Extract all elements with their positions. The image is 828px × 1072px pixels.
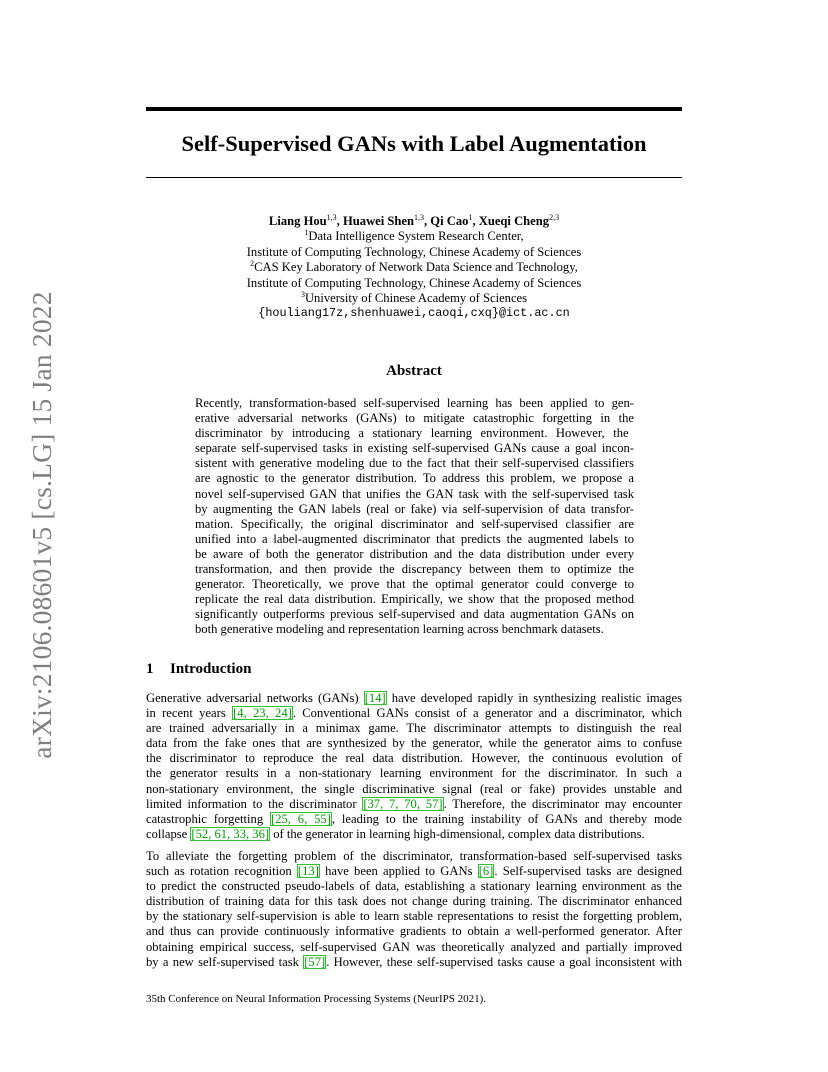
- citation-link[interactable]: [13]: [297, 864, 319, 879]
- affiliation-3: $^3$University of Chinese Academy of Sciences: [300, 289, 528, 306]
- citation-link[interactable]: [4, 23, 24]: [233, 706, 292, 721]
- introduction-paragraph-2: [146, 849, 682, 970]
- paragraph-text: non-stationary environment, the single discriminative signal (real or fake) provides unstable and: [146, 781, 682, 796]
- paragraph-line: [146, 751, 682, 766]
- paragraph-text: . Conventional GANs consist of a generator and a discriminator, which: [292, 706, 682, 721]
- abstract-line: mation. Specifically, the original discriminator and self-supervised classifier are: [195, 516, 634, 531]
- section-number: 1: [146, 661, 154, 677]
- abstract-line: separate self-supervised tasks in existing self-supervised GANs cause a goal incon-: [195, 441, 634, 456]
- arxiv-identifier-stamp: arXiv:2106.08601v5 [cs.LG] 15 Jan 2022: [26, 291, 57, 759]
- paragraph-text: . Therefore, the discriminator may encounter: [443, 796, 682, 811]
- paragraph-text: the discriminator to reproduce the real data distribution. However, the continuous evolution of: [146, 751, 682, 766]
- abstract-line: erative adversarial networks (GANs) to mitigate catastrophic forgetting in the: [195, 411, 634, 426]
- paragraph-line: [146, 812, 682, 827]
- paragraph-line: [146, 909, 682, 924]
- paragraph-text: distribution of training data for this task does not change during training. The discriminator enhanced: [146, 894, 682, 909]
- paragraph-line: [146, 827, 682, 842]
- citation-link[interactable]: [6]: [478, 864, 494, 879]
- affiliation-1: $^1$Data Intelligence System Research Center,: [304, 228, 524, 244]
- paragraph-line: [146, 894, 682, 909]
- abstract-line: both generative modeling and representation learning across benchmark datasets.: [195, 622, 604, 637]
- abstract-line: generator. Theoretically, we prove that the optimal generator could converge to: [195, 577, 634, 592]
- paragraph-text: limited information to the discriminator: [146, 796, 363, 811]
- author-block: [146, 214, 682, 322]
- paragraph-line: [146, 940, 682, 955]
- paragraph-line: [146, 721, 682, 736]
- abstract-line: replicate the real data distribution. Empirically, we show that the proposed method: [195, 592, 634, 607]
- author-name: Xueqi Cheng: [478, 214, 550, 228]
- affiliation-2-institute: Institute of Computing Technology, Chinese Academy of Sciences: [246, 275, 582, 290]
- paragraph-line: [146, 879, 682, 894]
- paragraph-line: [146, 691, 682, 706]
- paragraph-text: of the generator in learning high-dimensional, complex data distributions.: [270, 826, 645, 841]
- title-top-rule: [146, 107, 682, 111]
- paragraph-text: catastrophic forgetting: [146, 811, 270, 826]
- abstract-line: unified into a label-augmented discriminator that predicts the augmented labels to: [195, 531, 634, 546]
- affiliation-1-institute: Institute of Computing Technology, Chinese Academy of Sciences: [246, 244, 582, 259]
- affiliation-2: $^2$CAS Key Laboratory of Network Data Science and Technology,: [250, 259, 578, 275]
- paragraph-text: , leading to the training instability of GANs and thereby mode: [331, 811, 683, 826]
- abstract-line: by augmenting the GAN labels (real or fake) via self-supervision of data transfor-: [195, 501, 634, 516]
- paragraph-line: [146, 864, 682, 879]
- paragraph-text: to predict the constructed pseudo-labels of data, establishing a stationary learning environment as the: [146, 879, 682, 894]
- author-emails: {houliang17z,shenhuawei,caoqi,cxq}@ict.ac.cn: [258, 306, 570, 321]
- paragraph-text: such as rotation recognition: [146, 864, 297, 879]
- paragraph-text: obtaining empirical success, self-supervised GAN was theoretically analyzed and partially improved: [146, 939, 682, 954]
- paragraph-line: [146, 955, 682, 970]
- paragraph-text: have been applied to GANs: [319, 864, 478, 879]
- paragraph-text: by the stationary self-supervision is able to learn stable representations to resist the forgetting problem,: [146, 909, 682, 924]
- paragraph-text: have developed rapidly in synthesizing realistic images: [386, 691, 682, 705]
- paragraph-text: To alleviate the forgetting problem of the discriminator, transformation-based self-supervised tasks: [146, 849, 682, 863]
- paper-title: Self-Supervised GANs with Label Augmentation: [181, 131, 647, 156]
- abstract-line: are agnostic to the generator distribution. To address this problem, we propose a: [195, 471, 634, 486]
- paragraph-line: [146, 797, 682, 812]
- paragraph-text: in recent years: [146, 706, 233, 721]
- title-bottom-rule: [146, 177, 682, 178]
- author-affiliation-mark: 1,3: [326, 212, 337, 222]
- paragraph-line: [146, 766, 682, 781]
- introduction-paragraph-1: [146, 691, 682, 842]
- section-title: Introduction: [170, 661, 252, 677]
- abstract-line: significantly outperforms previous self-supervised and data augmentation GANs on: [195, 607, 634, 622]
- abstract-line: discriminator by introducing a stationary learning environment. However, the: [195, 426, 629, 441]
- abstract-line: novel self-supervised GAN that unifies the GAN task with the self-supervised task: [195, 486, 634, 501]
- citation-link[interactable]: [37, 7, 70, 57]: [363, 796, 443, 811]
- abstract-line: be aware of both the generator distribution and the data distribution under every: [195, 546, 634, 561]
- abstract-heading: Abstract: [386, 363, 442, 379]
- citation-link[interactable]: [57]: [304, 954, 326, 969]
- author-name: Liang Hou: [268, 214, 327, 228]
- paragraph-text: . However, these self-supervised tasks cause a goal inconsistent with: [326, 954, 682, 969]
- author-name: Huawei Shen: [342, 214, 414, 228]
- author-names: Liang Hou$^{1,3}$, Huawei Shen$^{1,3}$, Qi Cao$^1$, Xueqi Cheng$^{2,3}$: [268, 212, 560, 228]
- paragraph-text: . Self-supervised tasks are designed: [494, 864, 682, 879]
- paragraph-line: [146, 736, 682, 751]
- abstract-line: sistent with generative modeling due to the fact that their self-supervised classifiers: [195, 456, 634, 471]
- paragraph-text: the generator results in a non-stationary learning environment for the discriminator. In such a: [146, 766, 682, 781]
- abstract-line: Recently, transformation-based self-supervised learning has been applied to gen-: [195, 396, 634, 410]
- author-name: Qi Cao: [430, 214, 469, 228]
- citation-link[interactable]: [14]: [364, 691, 386, 705]
- conference-footer: 35th Conference on Neural Information Processing Systems (NeurIPS 2021).: [146, 993, 487, 1005]
- paragraph-line: [146, 706, 682, 721]
- paragraph-text: collapse: [146, 826, 191, 841]
- paragraph-text: are trained adversarially in a minimax game. The discriminator attempts to distinguish the real: [146, 721, 682, 736]
- abstract-line: transformation, and then provide the discrepancy between them to optimize the: [195, 562, 634, 577]
- paragraph-line: [146, 782, 682, 797]
- section-heading-introduction: [146, 660, 251, 678]
- citation-link[interactable]: [25, 6, 55]: [271, 811, 331, 826]
- paragraph-text: by a new self-supervised task: [146, 954, 304, 969]
- paragraph-line: [146, 849, 682, 864]
- paragraph-text: Generative adversarial networks (GANs): [146, 691, 364, 705]
- author-affiliation-mark: 1,3: [414, 212, 424, 222]
- author-affiliation-mark: 1: [468, 212, 473, 222]
- citation-link[interactable]: [52, 61, 33, 36]: [191, 826, 270, 841]
- paragraph-text: and thus can provide continuously informative gradients to obtain a well-performed generator. After: [146, 924, 682, 939]
- abstract-body: [195, 396, 634, 638]
- paragraph-text: data from the fake ones that are synthesized by the generator, while the generator aims to confuse: [146, 736, 682, 751]
- paragraph-line: [146, 924, 682, 939]
- author-affiliation-mark: 2,3: [549, 212, 560, 222]
